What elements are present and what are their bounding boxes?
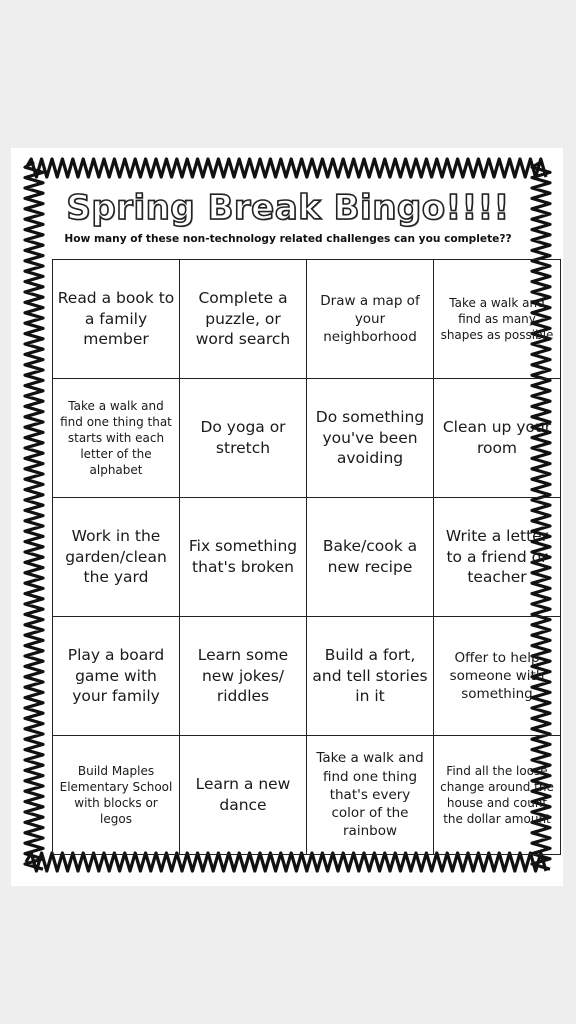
bingo-cell: Do yoga or stretch (180, 379, 307, 498)
page-title: Spring Break Bingo!!!! (66, 188, 510, 228)
bingo-row (53, 498, 561, 617)
bingo-row (53, 736, 561, 855)
bingo-cell: Take a walk and find one thing that's every color of the rainbow (307, 736, 434, 855)
bingo-cell: Read a book to a family member (53, 260, 180, 379)
bingo-cell: Find all the loose change around the house and count the dollar amount (434, 736, 561, 855)
bingo-grid (52, 259, 561, 855)
bingo-cell: Learn a new dance (180, 736, 307, 855)
bingo-row (53, 379, 561, 498)
bingo-cell: Complete a puzzle, or word search (180, 260, 307, 379)
bingo-cell: Play a board game with your family (53, 617, 180, 736)
bingo-cell: Build Maples Elementary School with blocks or legos (53, 736, 180, 855)
bingo-cell: Clean up your room (434, 379, 561, 498)
bingo-row (53, 617, 561, 736)
bingo-cell: Learn some new jokes/ riddles (180, 617, 307, 736)
bingo-row (53, 260, 561, 379)
bingo-cell: Write a letter to a friend or teacher (434, 498, 561, 617)
bingo-cell: Offer to help someone with something (434, 617, 561, 736)
bingo-cell: Work in the garden/clean the yard (53, 498, 180, 617)
bingo-cell: Fix something that's broken (180, 498, 307, 617)
page-subtitle: How many of these non-technology related challenges can you complete?? (64, 233, 512, 245)
bingo-cell: Take a walk and find as many shapes as possible (434, 260, 561, 379)
bingo-cell: Draw a map of your neighborhood (307, 260, 434, 379)
bingo-cell: Bake/cook a new recipe (307, 498, 434, 617)
bingo-cell: Take a walk and find one thing that starts with each letter of the alphabet (53, 379, 180, 498)
bingo-cell: Do something you've been avoiding (307, 379, 434, 498)
bingo-cell: Build a fort, and tell stories in it (307, 617, 434, 736)
